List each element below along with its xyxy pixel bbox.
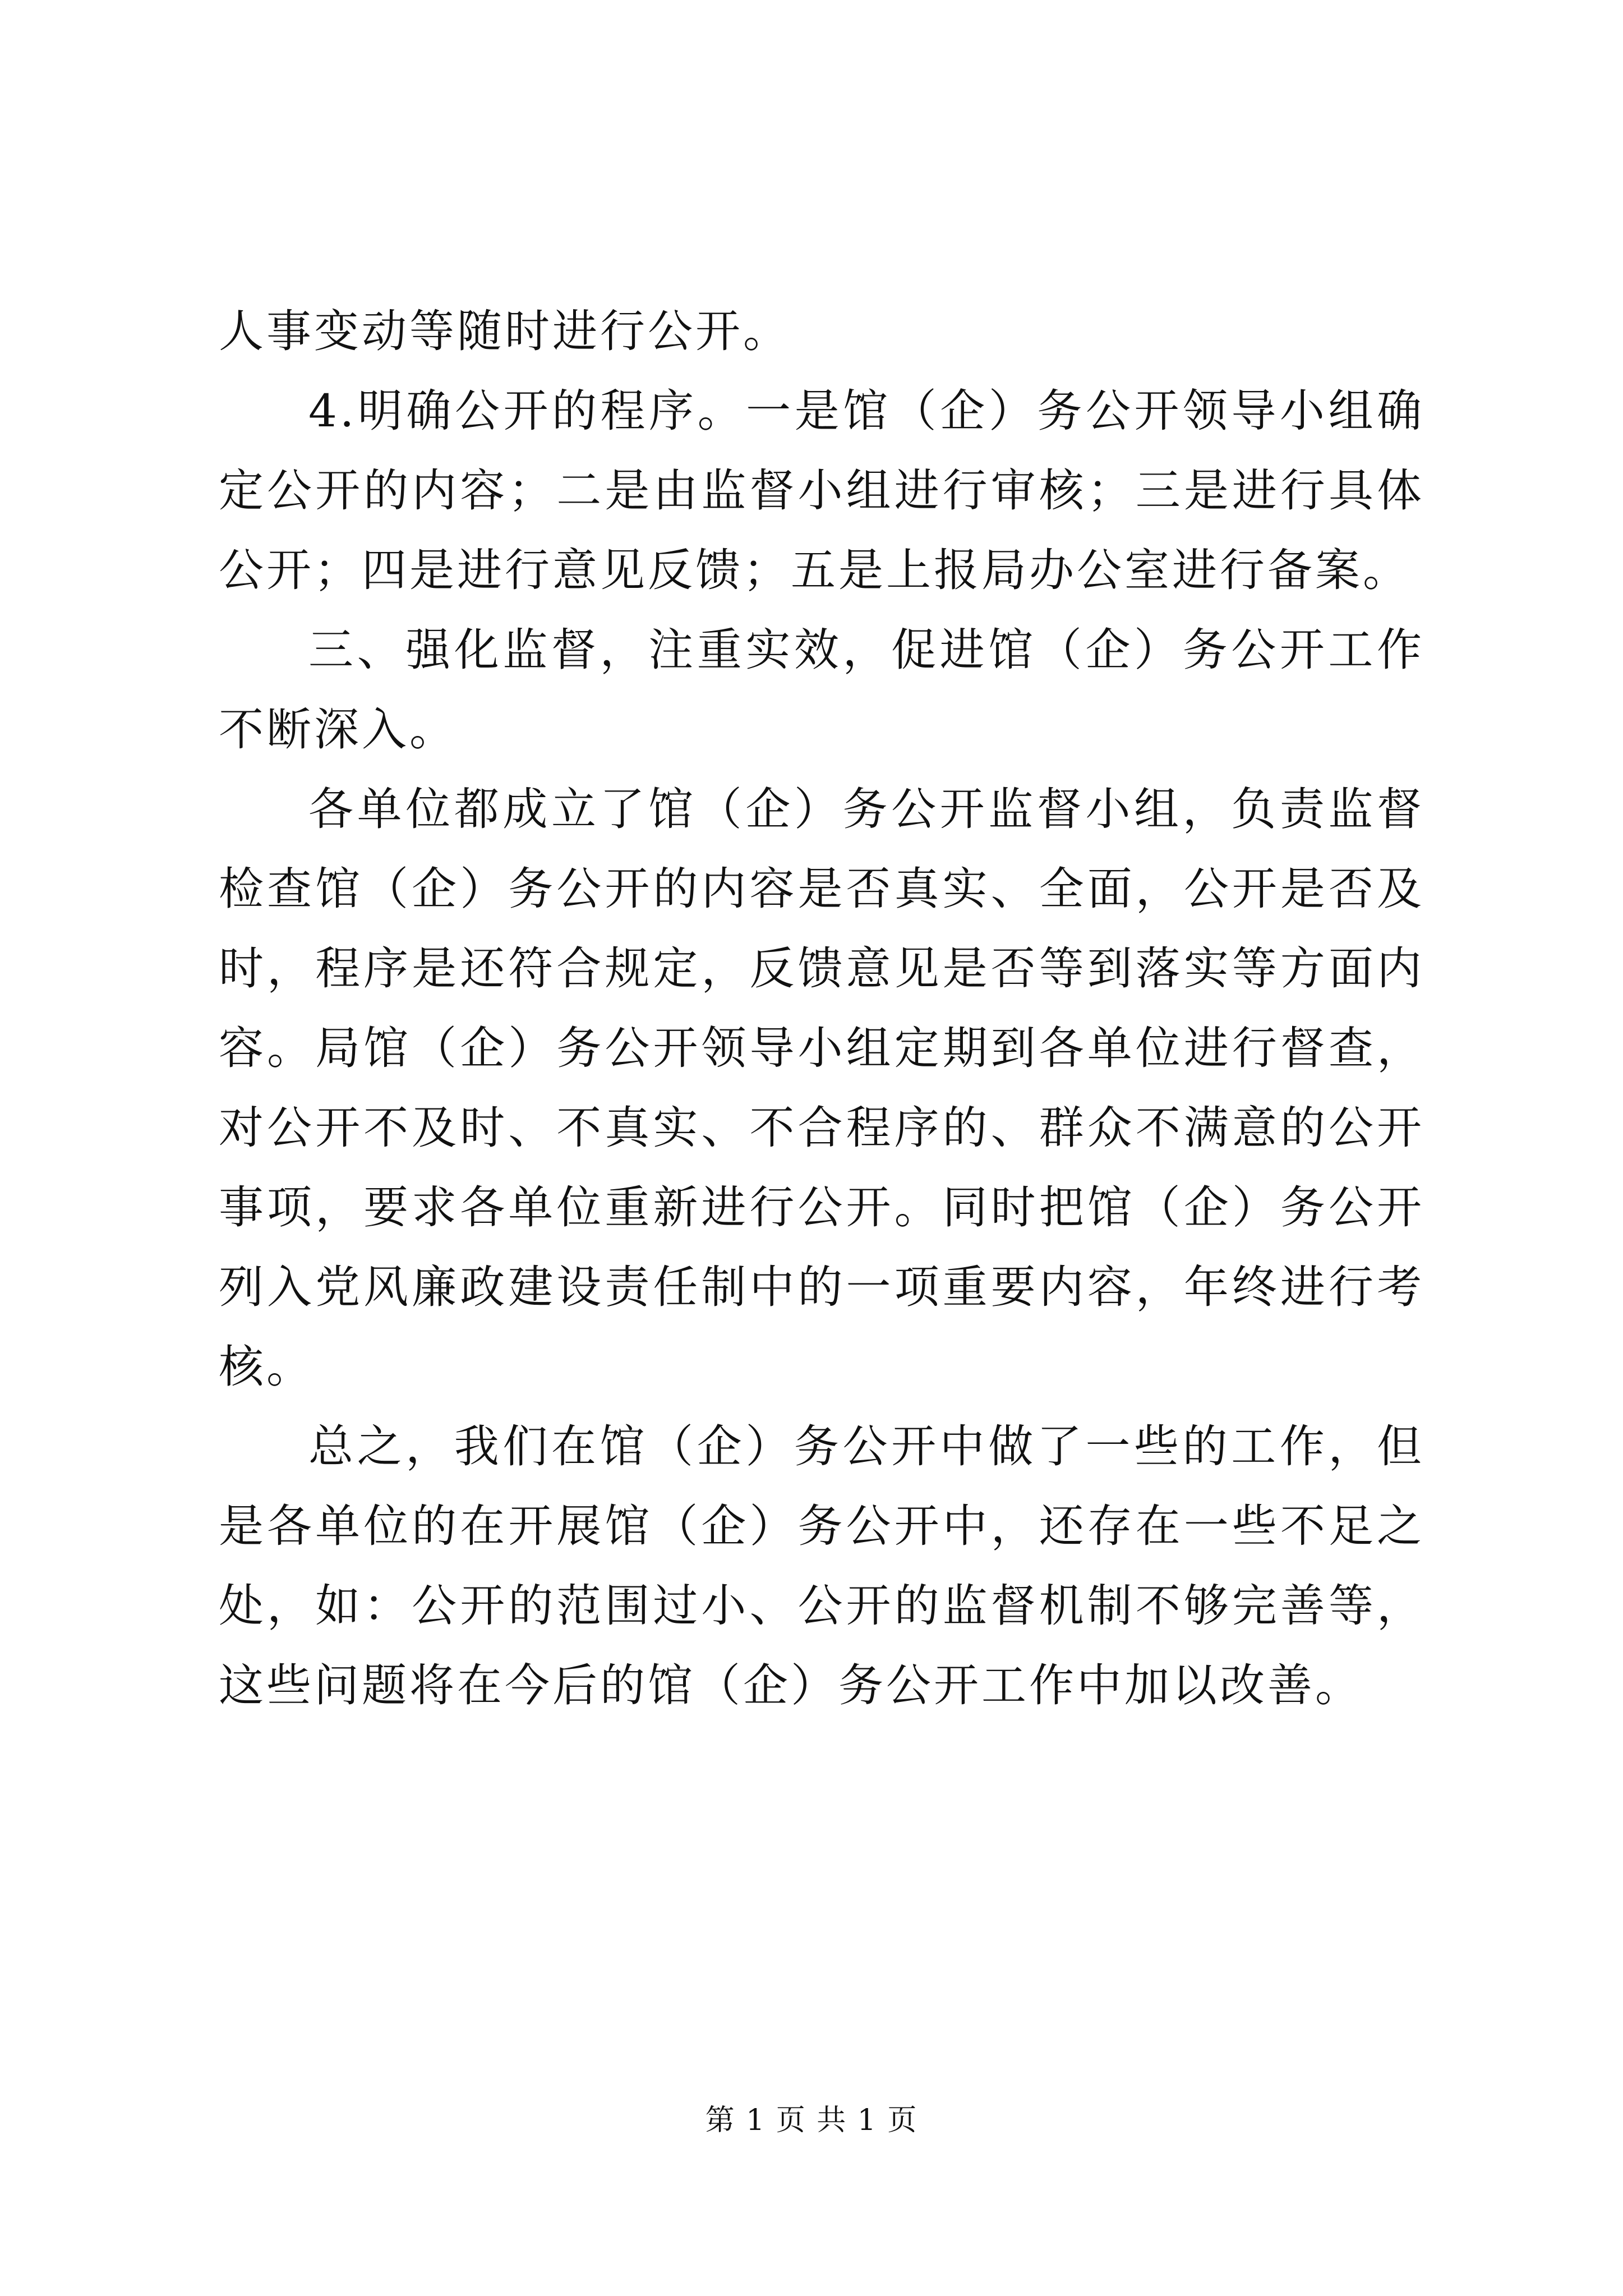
page-number-footer: 第 1 页 共 1 页	[705, 2104, 918, 2137]
document-body	[219, 292, 1424, 1726]
paragraph-summary: 总之，我们在馆（企）务公开中做了一些的工作，但是各单位的在开展馆（企）务公开中，还存在一些不足之处，如：公开的范围过小、公开的监督机制不够完善等，这些问题将在今后的馆（企）务公开工作中加以改善。	[219, 1420, 1424, 1711]
section-heading-supervision: 三、强化监督，注重实效，促进馆（企）务公开工作不断深入。	[219, 624, 1424, 756]
paragraph-procedure: 4.明确公开的程序。一是馆（企）务公开领导小组确定公开的内容；二是由监督小组进行审核；三是进行具体公开；四是进行意见反馈；五是上报局办公室进行备案。	[219, 385, 1424, 596]
paragraph-supervision: 各单位都成立了馆（企）务公开监督小组，负责监督检查馆（企）务公开的内容是否真实、全面，公开是否及时，程序是还符合规定，反馈意见是否等到落实等方面内容。局馆（企）务公开领导小组定期到各单位进行督查，对公开不及时、不真实、不合程序的、群众不满意的公开事项，要求各单位重新进行公开。同时把馆（企）务公开列入党风廉政建设责任制中的一项重要内容，年终进行考核。	[219, 783, 1424, 1393]
paragraph-continuation: 人事变动等随时进行公开。	[219, 305, 791, 357]
